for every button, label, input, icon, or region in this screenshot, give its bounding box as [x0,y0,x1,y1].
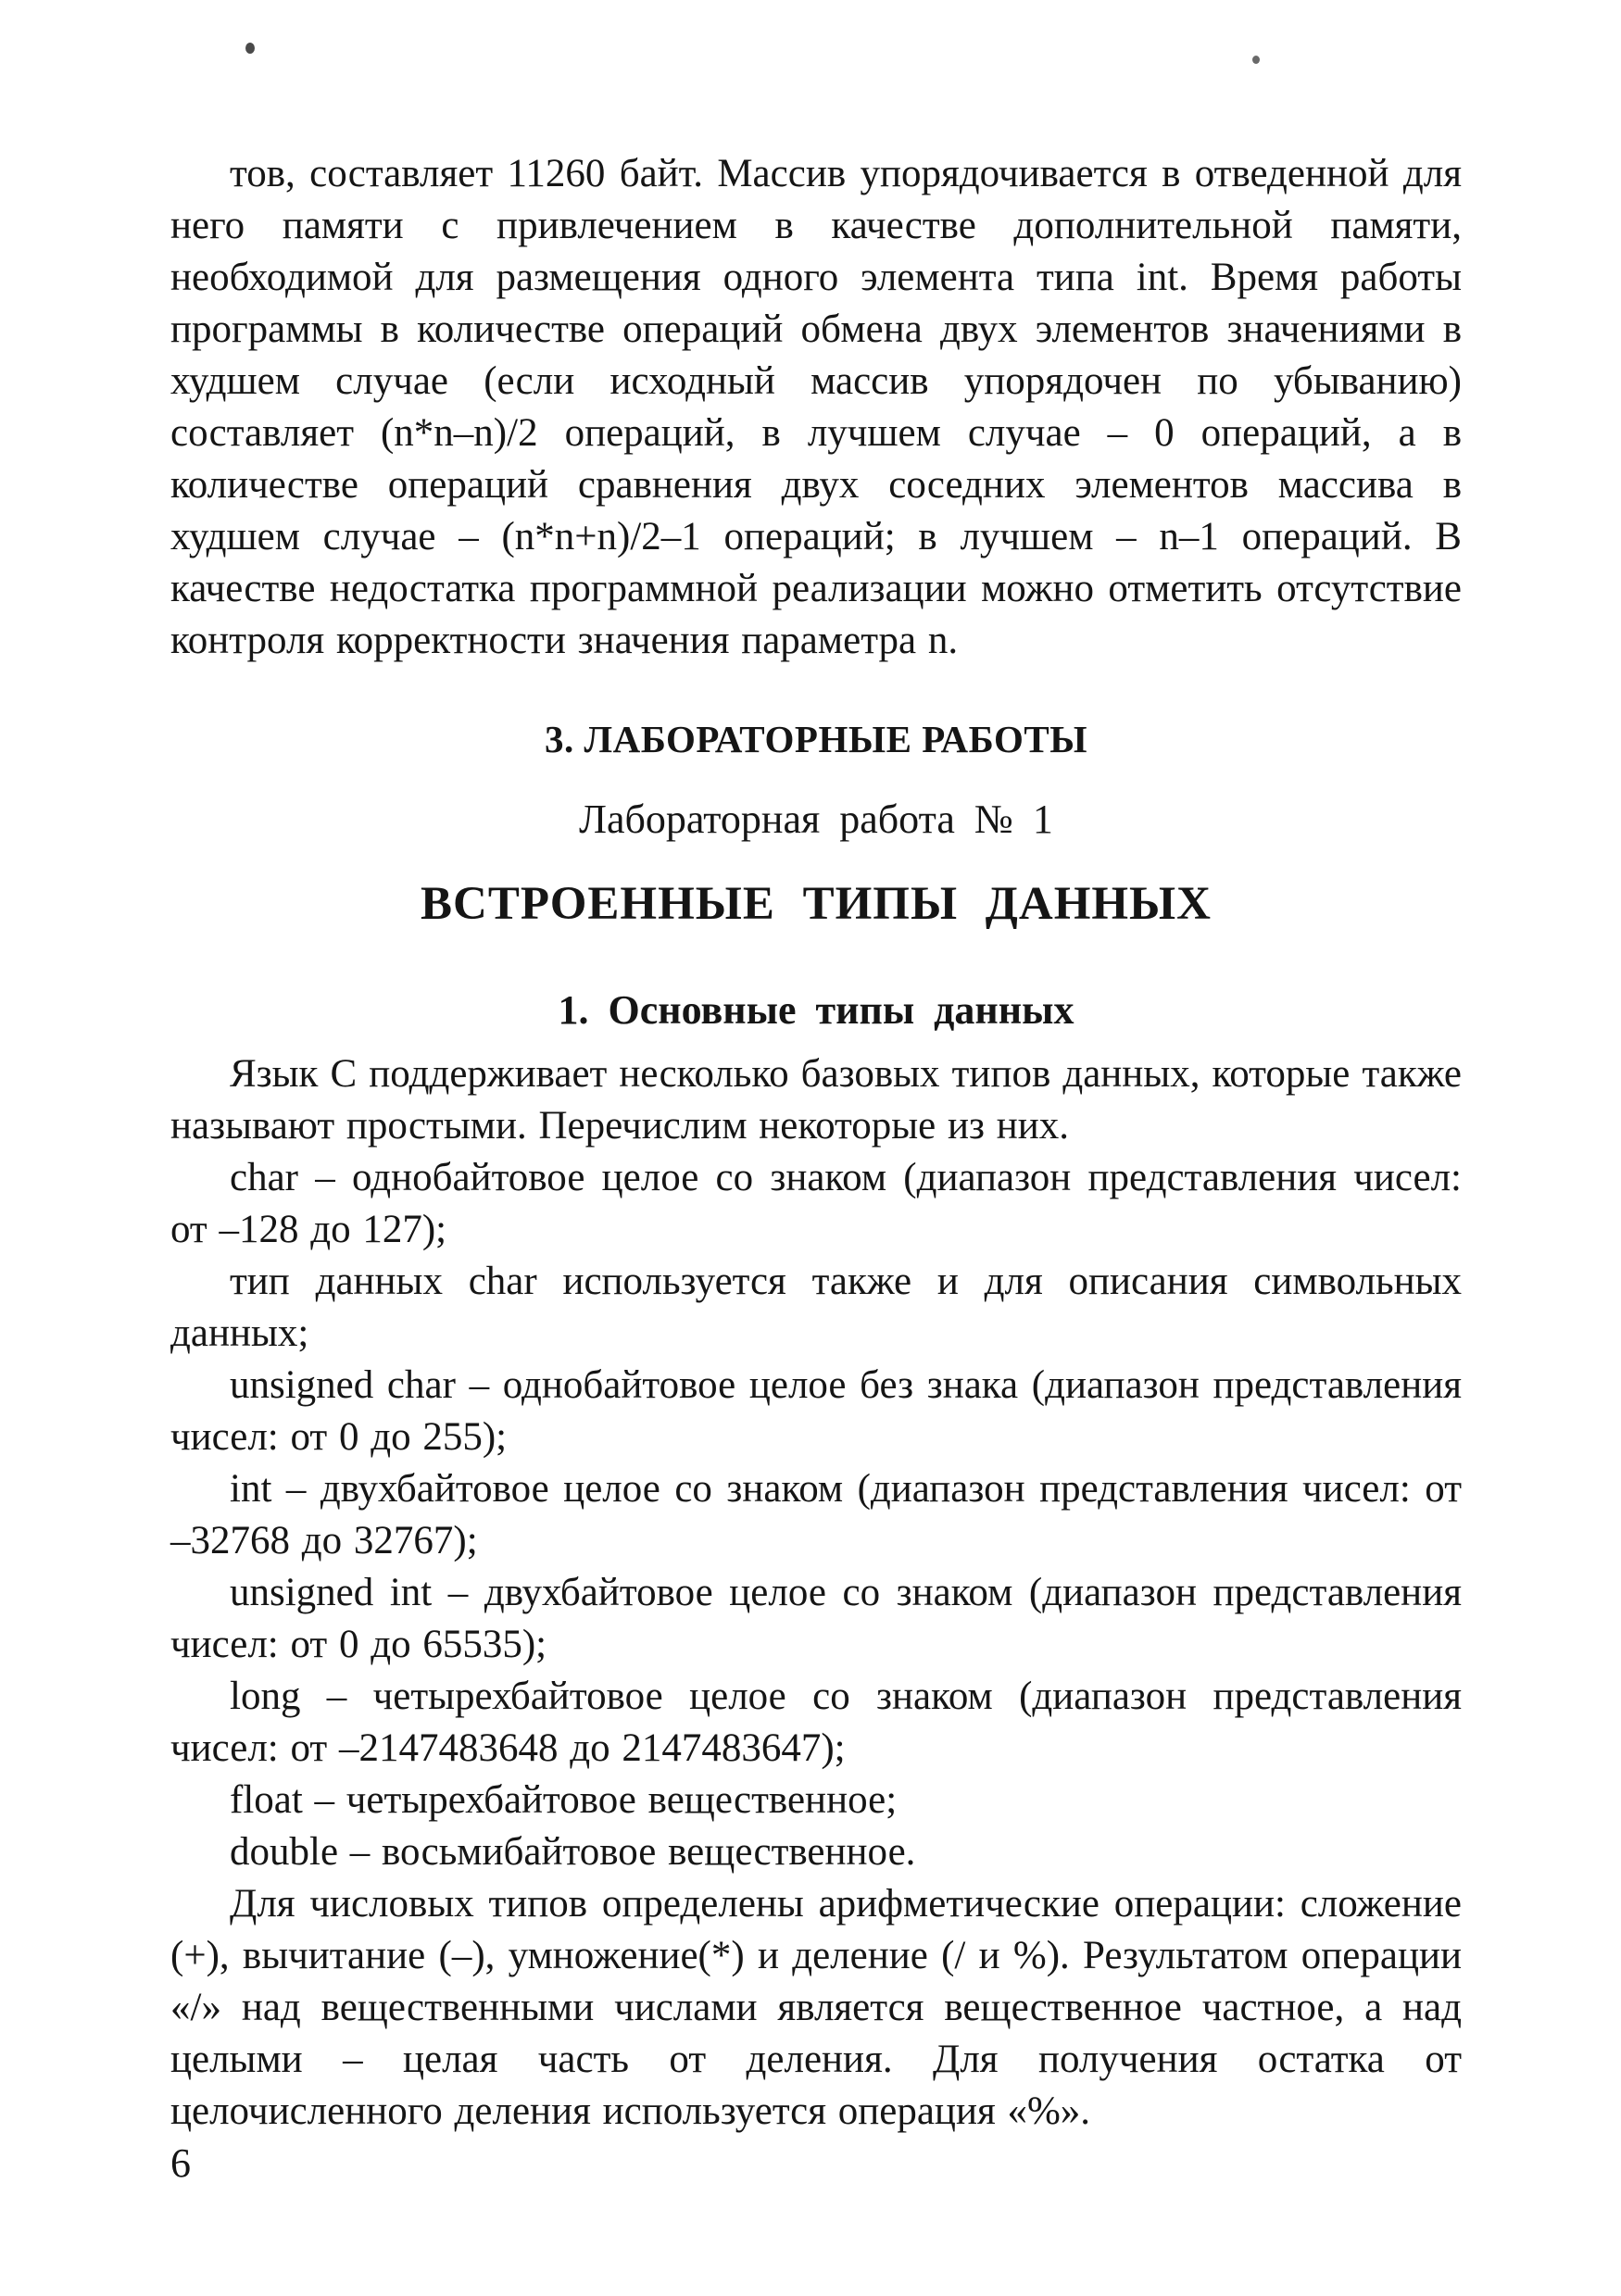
body-paragraph: float – четырехбайтовое вещественное; [230,1778,898,1822]
body-paragraph: double – восьмибайтовое вещественное. [230,1830,916,1874]
chapter-heading: 3. ЛАБОРАТОРНЫЕ РАБОТЫ [545,718,1087,760]
body-paragraph: тип данных char используется также и для описания символьных данных; [170,1260,1462,1355]
body-paragraph: unsigned int – двухбайтовое целое со знаком (диапазон представления чисел: от 0 до 65535); [170,1571,1462,1666]
lab-work-title: Лабораторная работа № 1 [579,797,1053,842]
body-paragraph: char – однобайтовое целое со знаком (диапазон представления чисел: от –128 до 127); [170,1156,1462,1251]
intro-paragraph: тов, составляет 11260 байт. Массив упорядочивается в отведенной для него памяти с привлечением в качестве дополнительной памяти, необходимой для размещения одного элемента типа int. Время работы программы в количестве операций обмена двух элементов значениями в худшем случае (если исходный массив упорядочен по убыванию) составляет (n*n–n)/2 операций, в лучшем случае – 0 операций, а в количестве операций сравнения двух соседних элементов массива в худшем случае – (n*n+n)/2–1 операций; в лучшем – n–1 операций. В качестве недостатка программной реализации можно отметить отсутствие контроля корректности значения параметра n. [170,152,1462,662]
body-paragraph: Для числовых типов определены арифметические операции: сложение (+), вычитание (–), умножение(*) и деление (/ и %). Результатом операции «/» над вещественными числами является вещественное частное, а над целыми – целая часть от деления. Для получения остатка от целочисленного деления используется операция «%». [170,1882,1462,2133]
scan-artifact [245,43,255,54]
body-paragraph: int – двухбайтовое целое со знаком (диапазон представления чисел: от –32768 до 32767); [170,1467,1462,1562]
main-title: ВСТРОЕННЫЕ ТИПЫ ДАННЫХ [421,878,1212,930]
scan-artifact [1252,56,1260,64]
section-heading: 1. Основные типы данных [558,987,1074,1033]
body-paragraph: long – четырехбайтовое целое со знаком (диапазон представления чисел: от –2147483648 до 2147483647); [170,1675,1462,1770]
body-paragraph: Язык С поддерживает несколько базовых типов данных, которые также называют простыми. Перечислим некоторые из них. [170,1052,1462,1148]
page-number: 6 [170,2140,191,2186]
body-paragraph: unsigned char – однобайтовое целое без знака (диапазон представления чисел: от 0 до 255); [170,1363,1462,1459]
